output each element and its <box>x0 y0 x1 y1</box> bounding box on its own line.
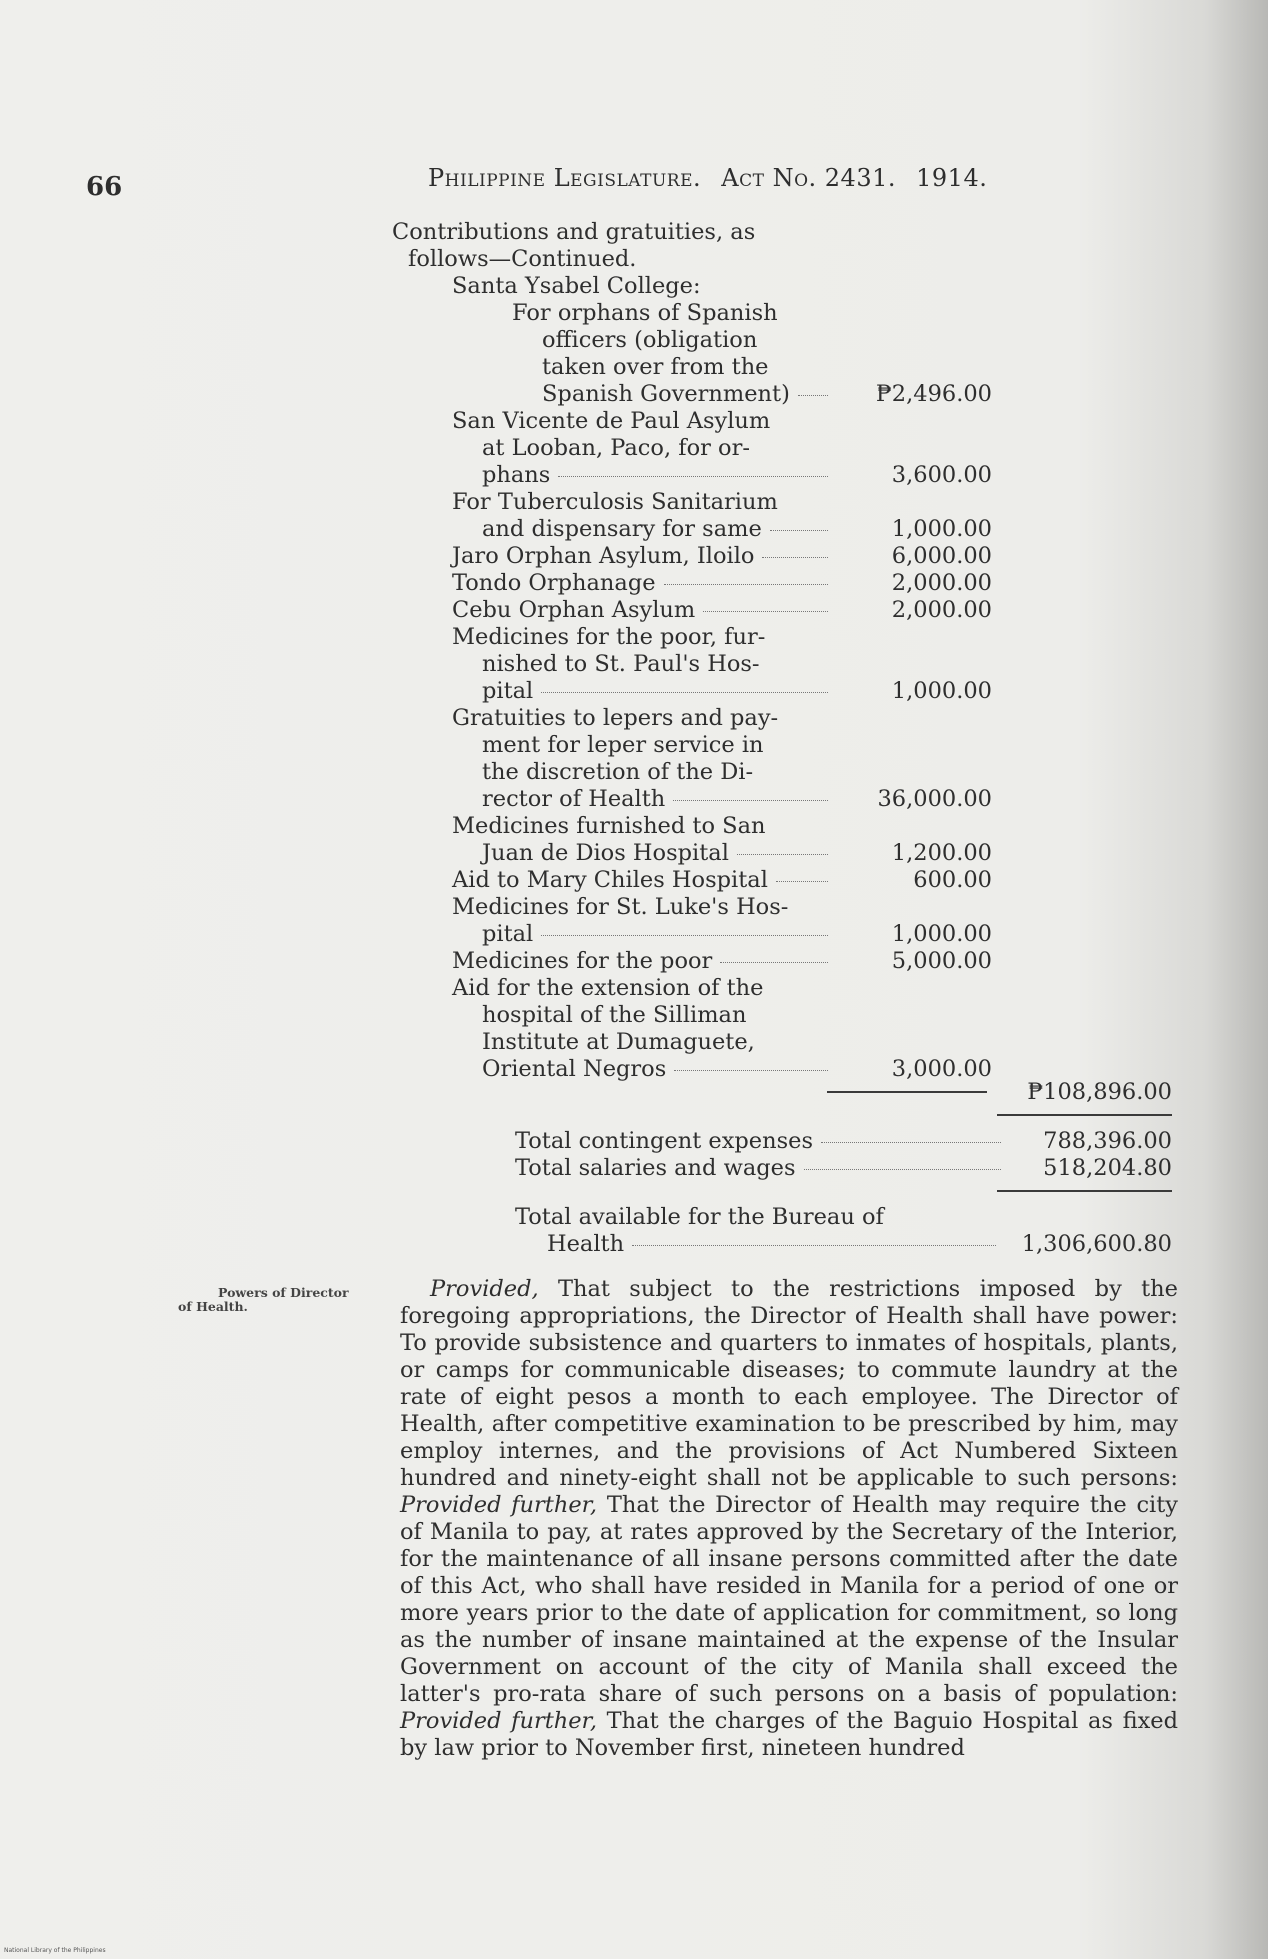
ledger-item-label: rector of Health <box>482 786 666 812</box>
margin-note <box>178 1286 349 1314</box>
leader-dots <box>558 476 828 477</box>
ledger-item-amount: 5,000.00 <box>891 948 992 974</box>
provisions-paragraph <box>400 1276 1178 1762</box>
header-act: Act No. 2431. <box>721 164 896 192</box>
ledger-item-amount: 2,000.00 <box>891 597 992 623</box>
leader-dots <box>664 584 828 585</box>
leader-dots <box>770 530 828 531</box>
ledger-item-amount: 1,000.00 <box>891 516 992 542</box>
ledger-row <box>392 570 1192 597</box>
total-label: Total contingent expenses <box>515 1128 814 1154</box>
margin-note-line-1: Powers of Director <box>218 1285 349 1300</box>
leader-dots <box>804 1169 1001 1170</box>
ledger-item-label: Juan de Dios Hospital <box>482 840 729 866</box>
ledger-row <box>392 597 1192 624</box>
provision-text-3: That the charges of the Baguio Hospital as fixed by law prior to November first, nineteen hundred <box>400 1708 1178 1761</box>
grand-total-rule <box>997 1190 1172 1192</box>
appropriations-ledger <box>392 219 1192 1258</box>
ledger-row <box>392 678 1192 705</box>
leader-dots <box>632 1245 996 1246</box>
ledger-row <box>392 1155 1192 1182</box>
leader-dots <box>762 557 828 558</box>
ledger-row <box>392 1231 1192 1258</box>
leader-dots <box>541 692 828 693</box>
ledger-item-label: Medicines furnished to San <box>452 813 766 839</box>
ledger-item-amount: 6,000.00 <box>891 543 992 569</box>
ledger-row <box>392 1079 1192 1110</box>
grand-total-label: Total available for the Bureau of <box>515 1204 884 1230</box>
ledger-row <box>392 948 1192 975</box>
ledger-row <box>392 921 1192 948</box>
ledger-row <box>392 1002 1192 1029</box>
leader-dots <box>798 395 828 396</box>
ledger-item-label: and dispensary for same <box>482 516 762 542</box>
ledger-item-amount: ₱2,496.00 <box>875 381 992 407</box>
ledger-item-amount: 600.00 <box>913 867 992 893</box>
leader-dots <box>720 962 828 963</box>
ledger-item-label: For Tuberculosis Sanitarium <box>452 489 778 515</box>
ledger-item-amount: 3,000.00 <box>891 1056 992 1082</box>
page-number: 66 <box>86 172 123 202</box>
scan-footer: National Library of the Philippines <box>4 1947 106 1954</box>
subtotal-rule <box>827 1091 987 1093</box>
provided-further-italic-1: Provided further, <box>400 1492 598 1518</box>
ledger-item-amount: 3,600.00 <box>891 462 992 488</box>
ledger-label: follows—Continued. <box>408 246 637 272</box>
ledger-row <box>392 840 1192 867</box>
header-year: 1914. <box>916 164 988 192</box>
ledger-item-label: For orphans of Spanish <box>512 300 778 326</box>
leader-dots <box>541 935 828 936</box>
subtotal-amount: ₱108,896.00 <box>1027 1079 1172 1105</box>
ledger-item-amount: 2,000.00 <box>891 570 992 596</box>
totals-top-rule <box>997 1114 1172 1116</box>
ledger-row <box>392 1128 1192 1155</box>
leader-dots <box>776 881 828 882</box>
leader-dots <box>673 800 828 801</box>
ledger-row <box>392 813 1192 840</box>
running-header <box>428 164 987 192</box>
provision-text-1: That subject to the restrictions imposed by the foregoing appropriations, the Director of Health shall have power: To provide subsistence and quarters to inmates of hospitals, plants, or camps for communicable diseases; to commute laundry at the rate of eight pesos a month to each employee. The Director of Health, after competitive examination to be prescribed by him, may employ internes, and the provisions of Act Numbered Sixteen hundred and ninety-eight shall not be applicable to such persons: <box>400 1276 1178 1491</box>
ledger-item-label: Medicines for the poor, fur- <box>452 624 766 650</box>
provided-further-italic-2: Provided further, <box>400 1708 597 1734</box>
ledger-row <box>392 786 1192 813</box>
ledger-item-label: hospital of the Silliman <box>482 1002 747 1028</box>
ledger-item-label: ment for leper service in <box>482 732 764 758</box>
ledger-row <box>392 300 1192 327</box>
ledger-item-amount: 1,000.00 <box>891 921 992 947</box>
ledger-item-amount: 1,200.00 <box>891 840 992 866</box>
ledger-row <box>392 624 1192 651</box>
ledger-item-label: Institute at Dumaguete, <box>482 1029 755 1055</box>
ledger-row <box>392 732 1192 759</box>
ledger-row <box>392 759 1192 786</box>
ledger-item-label: Tondo Orphanage <box>452 570 656 596</box>
ledger-item-amount: 1,000.00 <box>891 678 992 704</box>
provision-text-2: That the Director of Health may require the city of Manila to pay, at rates approved by the Secretary of the Interior, for the maintenance of all insane persons committed after the date of this Act, who shall have resided in Manila for a period of one or more years prior to the date of application for commitment, so long as the number of insane maintained at the expense of the Insular Government on account of the city of Manila shall exceed the latter's pro-rata share of such persons on a basis of population: <box>400 1492 1179 1707</box>
ledger-item-label: Aid for the extension of the <box>452 975 764 1001</box>
ledger-row <box>392 894 1192 921</box>
ledger-row <box>392 516 1192 543</box>
ledger-row <box>392 1110 1192 1128</box>
header-title: Philippine Legislature. <box>428 164 702 192</box>
ledger-row <box>392 246 1192 273</box>
ledger-item-label: pital <box>482 678 534 704</box>
ledger-item-label: at Looban, Paco, for or- <box>482 435 750 461</box>
ledger-row <box>392 408 1192 435</box>
total-amount: 788,396.00 <box>1043 1128 1172 1154</box>
ledger-item-label: Medicines for the poor <box>452 948 713 974</box>
ledger-row <box>392 1182 1192 1204</box>
ledger-item-label: Aid to Mary Chiles Hospital <box>452 867 768 893</box>
ledger-row <box>392 219 1192 246</box>
ledger-item-label: pital <box>482 921 534 947</box>
ledger-item-label: Oriental Negros <box>482 1056 667 1082</box>
ledger-item-label: the discretion of the Di- <box>482 759 754 785</box>
ledger-row <box>392 867 1192 894</box>
leader-dots <box>703 611 828 612</box>
provided-italic: Provided, <box>430 1276 539 1302</box>
ledger-item-label: Spanish Government) <box>542 381 790 407</box>
ledger-row <box>392 975 1192 1002</box>
leader-dots <box>821 1142 1001 1143</box>
grand-total-amount: 1,306,600.80 <box>1021 1231 1172 1257</box>
ledger-item-label: Medicines for St. Luke's Hos- <box>452 894 789 920</box>
ledger-label: Contributions and gratuities, as <box>392 219 756 245</box>
ledger-row <box>392 381 1192 408</box>
ledger-item-label: Santa Ysabel College: <box>452 273 701 299</box>
ledger-item-label: phans <box>482 462 551 488</box>
ledger-item-label: taken over from the <box>542 354 769 380</box>
ledger-item-amount: 36,000.00 <box>877 786 992 812</box>
ledger-item-label: San Vicente de Paul Asylum <box>452 408 771 434</box>
ledger-row <box>392 1204 1192 1231</box>
ledger-item-label: officers (obligation <box>542 327 758 353</box>
total-label: Total salaries and wages <box>515 1155 796 1181</box>
leader-dots <box>737 854 828 855</box>
ledger-row <box>392 435 1192 462</box>
leader-dots <box>674 1070 828 1071</box>
grand-total-label: Health <box>547 1231 625 1257</box>
ledger-row <box>392 489 1192 516</box>
ledger-row <box>392 462 1192 489</box>
ledger-item-label: nished to St. Paul's Hos- <box>482 651 760 677</box>
ledger-row <box>392 327 1192 354</box>
ledger-row <box>392 651 1192 678</box>
ledger-row <box>392 543 1192 570</box>
total-amount: 518,204.80 <box>1043 1155 1172 1181</box>
ledger-item-label: Cebu Orphan Asylum <box>452 597 696 623</box>
ledger-row <box>392 273 1192 300</box>
ledger-row <box>392 705 1192 732</box>
ledger-row <box>392 1029 1192 1056</box>
ledger-row <box>392 354 1192 381</box>
ledger-item-label: Gratuities to lepers and pay- <box>452 705 779 731</box>
ledger-item-label: Jaro Orphan Asylum, Iloilo <box>452 543 755 569</box>
margin-note-line-2: of Health. <box>178 1299 248 1314</box>
